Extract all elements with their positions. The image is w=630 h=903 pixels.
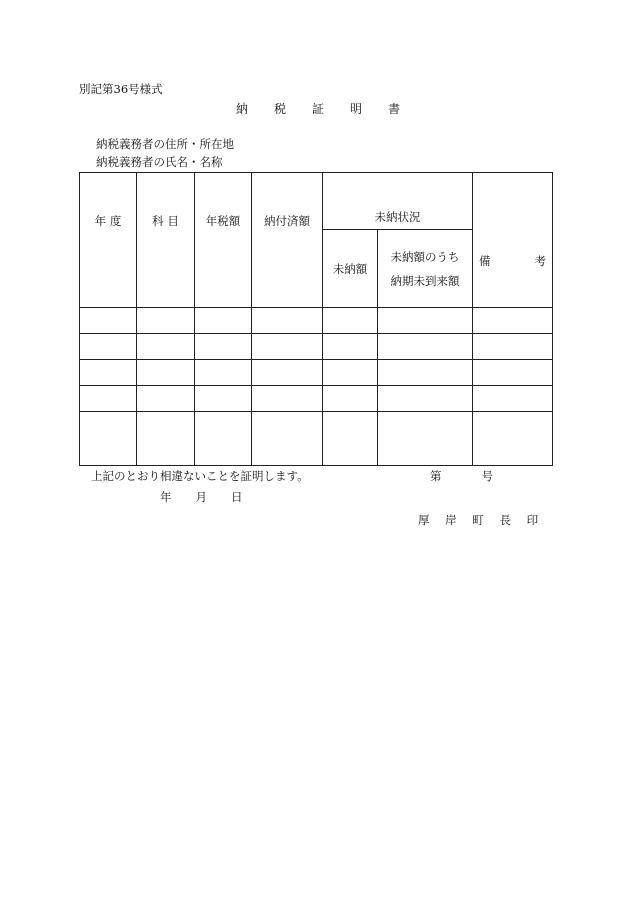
tax-certificate-table xyxy=(79,172,553,466)
header-item: 科 目 xyxy=(137,173,195,308)
table-row xyxy=(80,412,553,466)
table-row xyxy=(80,308,553,334)
header-year: 年 度 xyxy=(80,173,137,308)
mayor-seal-label: 厚 岸 町 長 印 xyxy=(418,513,545,527)
certificate-number: 第 号 xyxy=(430,469,493,483)
document-title: 納税証明書 xyxy=(236,102,427,116)
issue-date: 年 月 日 xyxy=(160,490,243,504)
header-paid-amount: 納付済額 xyxy=(252,173,323,308)
table-row xyxy=(80,360,553,386)
table-row xyxy=(80,386,553,412)
taxpayer-address-label: 納税義務者の住所・所在地 xyxy=(96,137,234,151)
header-unpaid-status: 未納状況 xyxy=(323,173,473,230)
taxpayer-name-label: 納税義務者の氏名・名称 xyxy=(96,155,223,169)
header-remarks: 備 考 xyxy=(473,173,553,308)
form-number: 別記第36号様式 xyxy=(79,82,163,96)
certification-statement: 上記のとおり相違ないことを証明します。 xyxy=(91,469,309,483)
table-row xyxy=(80,334,553,360)
header-unpaid-amount: 未納額 xyxy=(323,230,378,308)
header-annual-tax: 年税額 xyxy=(195,173,252,308)
header-unpaid-not-yet-due: 未納額のうち 納期未到来額 xyxy=(378,230,473,308)
